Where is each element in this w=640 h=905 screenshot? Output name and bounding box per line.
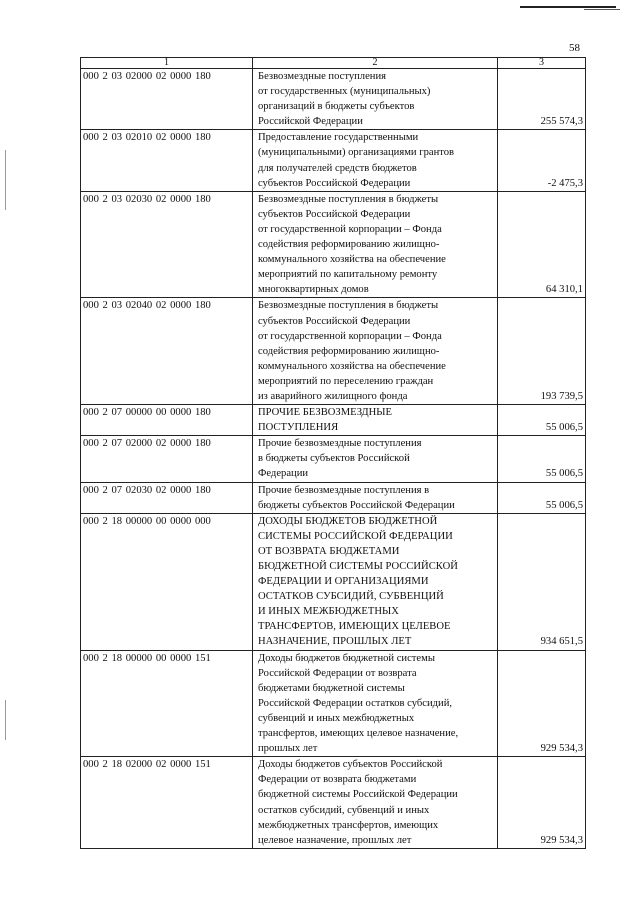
classification-code: 000 2 03 02030 02 0000 180 [81, 191, 253, 298]
scan-top-rule-secondary [584, 9, 620, 10]
classification-code: 000 2 03 02000 02 0000 180 [81, 69, 253, 130]
column-header-code: 1 [81, 58, 253, 69]
table-row [81, 191, 586, 298]
table-row [81, 436, 586, 482]
amount-value: 929 534,3 [498, 757, 586, 849]
scan-edge-mark [5, 150, 6, 210]
table-row [81, 69, 586, 130]
table-body [81, 58, 586, 849]
classification-code: 000 2 03 02040 02 0000 180 [81, 298, 253, 405]
table-header-row [81, 58, 586, 69]
amount-value: 934 651,5 [498, 513, 586, 650]
revenue-description: Безвозмездные поступления в бюджеты субъектов Российской Федерации от государственной корпорации – Фонда содействия реформированию жилищно- коммунального хозяйства на обеспечение мероприятий по переселению граждан из аварийного жилищного фонда [253, 298, 498, 405]
amount-value: -2 475,3 [498, 130, 586, 191]
revenue-description: Доходы бюджетов субъектов Российской Федерации от возврата бюджетами бюджетной системы Российской Федерации остатков субсидий, субвенций и иных межбюджетных трансфертов, имеющих целевое назначение, прошлых лет [253, 757, 498, 849]
classification-code: 000 2 18 00000 00 0000 000 [81, 513, 253, 650]
column-header-amount: 3 [498, 58, 586, 69]
classification-code: 000 2 18 00000 00 0000 151 [81, 650, 253, 757]
table-row [81, 405, 586, 436]
table-row [81, 757, 586, 849]
revenue-description: Прочие безвозмездные поступления в бюджеты субъектов Российской Федерации [253, 482, 498, 513]
table-row [81, 650, 586, 757]
amount-value: 55 006,5 [498, 436, 586, 482]
revenue-description: Безвозмездные поступления от государственных (муниципальных) организаций в бюджеты субъектов Российской Федерации [253, 69, 498, 130]
budget-revenue-table [80, 57, 586, 849]
page-number: 58 [569, 42, 580, 54]
classification-code: 000 2 03 02010 02 0000 180 [81, 130, 253, 191]
table-row [81, 482, 586, 513]
amount-value: 55 006,5 [498, 482, 586, 513]
amount-value: 193 739,5 [498, 298, 586, 405]
revenue-description: Доходы бюджетов бюджетной системы Российской Федерации от возврата бюджетами бюджетной системы Российской Федерации остатков субсидий, субвенций и иных межбюджетных трансфертов, имеющих целевое назначение, прошлых лет [253, 650, 498, 757]
revenue-description: Безвозмездные поступления в бюджеты субъектов Российской Федерации от государственной корпорации – Фонда содействия реформированию жилищно- коммунального хозяйства на обеспечение мероприятий по капитальному ремонту многоквартирных домов [253, 191, 498, 298]
amount-value: 64 310,1 [498, 191, 586, 298]
scan-top-rule [520, 6, 616, 8]
table-row [81, 298, 586, 405]
scan-edge-mark [5, 700, 6, 740]
revenue-description: ПРОЧИЕ БЕЗВОЗМЕЗДНЫЕ ПОСТУПЛЕНИЯ [253, 405, 498, 436]
amount-value: 929 534,3 [498, 650, 586, 757]
revenue-description: Предоставление государственными (муниципальными) организациями грантов для получателей средств бюджетов субъектов Российской Федерации [253, 130, 498, 191]
amount-value: 55 006,5 [498, 405, 586, 436]
classification-code: 000 2 18 02000 02 0000 151 [81, 757, 253, 849]
classification-code: 000 2 07 02000 02 0000 180 [81, 436, 253, 482]
table-row [81, 130, 586, 191]
classification-code: 000 2 07 02030 02 0000 180 [81, 482, 253, 513]
revenue-description: ДОХОДЫ БЮДЖЕТОВ БЮДЖЕТНОЙ СИСТЕМЫ РОССИЙСКОЙ ФЕДЕРАЦИИ ОТ ВОЗВРАТА БЮДЖЕТАМИ БЮДЖЕТНОЙ СИСТЕМЫ РОССИЙСКОЙ ФЕДЕРАЦИИ И ОРГАНИЗАЦИЯМИ ОСТАТКОВ СУБСИДИЙ, СУБВЕНЦИЙ И ИНЫХ МЕЖБЮДЖЕТНЫХ ТРАНСФЕРТОВ, ИМЕЮЩИХ ЦЕЛЕВОЕ НАЗНАЧЕНИЕ, ПРОШЛЫХ ЛЕТ [253, 513, 498, 650]
table-row [81, 513, 586, 650]
revenue-description: Прочие безвозмездные поступления в бюджеты субъектов Российской Федерации [253, 436, 498, 482]
column-header-name: 2 [253, 58, 498, 69]
classification-code: 000 2 07 00000 00 0000 180 [81, 405, 253, 436]
amount-value: 255 574,3 [498, 69, 586, 130]
